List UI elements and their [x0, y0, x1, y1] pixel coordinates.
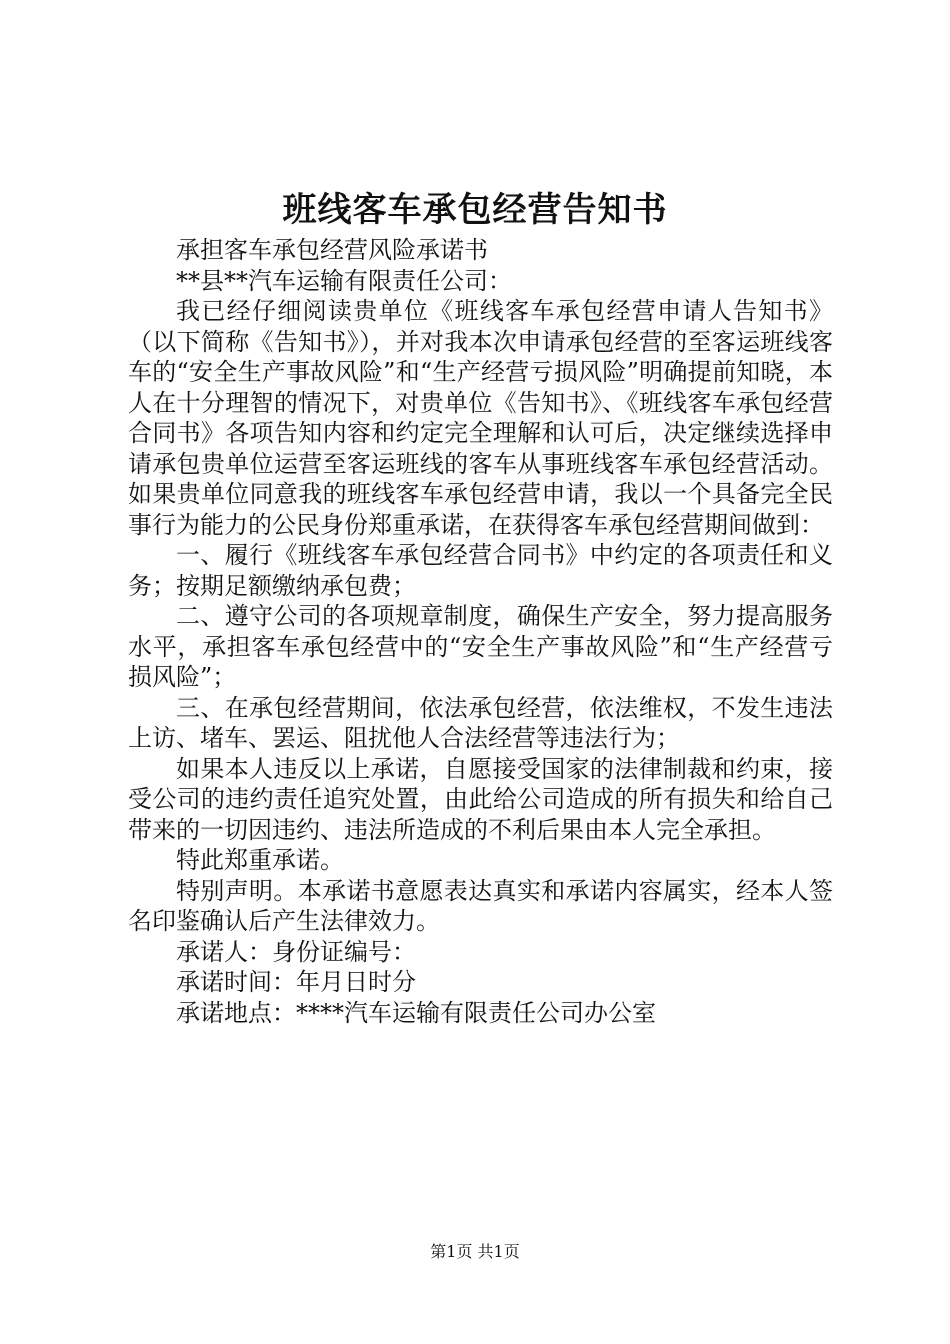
commitment-item-1: 一、履行《班线客车承包经营合同书》中约定的各项责任和义务；按期足额缴纳承包费；	[128, 541, 833, 600]
commitment-item-2: 二、遵守公司的各项规章制度，确保生产安全，努力提高服务水平，承担客车承包经营中的“安全生产事故风险”和“生产经营亏损风险”；	[128, 602, 833, 691]
commitment-item-3: 三、在承包经营期间，依法承包经营，依法维权，不发生违法上访、堵车、罢运、阻扰他人合法经营等违法行为；	[128, 693, 833, 752]
breach-paragraph: 如果本人违反以上承诺，自愿接受国家的法律制裁和约束，接受公司的违约责任追究处置，由此给公司造成的所有损失和给自己带来的一切因违约、违法所造成的不利后果由本人完全承担。	[128, 754, 833, 844]
page-title: 班线客车承包经营告知书	[282, 190, 668, 230]
intro-paragraph: 我已经仔细阅读贵单位《班线客车承包经营申请人告知书》（以下简称《告知书》），并对我本次申请承包经营的至客运班线客车的“安全生产事故风险”和“生产经营亏损风险”明确提前知晓，本人在十分理智的情况下，对贵单位《告知书》、《班线客车承包经营合同书》各项告知内容和约定完全理解和认可后，决定继续选择申请承包贵单位运营至客运班线的客车从事班线客车承包经营活动。如果贵单位同意我的班线客车承包经营申请，我以一个具备完全民事行为能力的公民身份郑重承诺，在获得客车承包经营期间做到：	[128, 297, 833, 539]
promise-location-line: 承诺地点：****汽车运输有限责任公司办公室	[176, 998, 656, 1027]
document-body	[128, 235, 833, 1028]
solemn-promise-paragraph: 特此郑重承诺。	[176, 846, 344, 874]
promise-time-line: 承诺时间：年月日时分	[176, 968, 416, 996]
page-footer: 第1页 共1页	[430, 1242, 520, 1261]
special-statement-paragraph: 特别声明。本承诺书意愿表达真实和承诺内容属实，经本人签名印鉴确认后产生法律效力。	[128, 876, 833, 935]
addressee-paragraph: **县**汽车运输有限责任公司：	[176, 266, 512, 295]
subtitle-paragraph: 承担客车承包经营风险承诺书	[176, 236, 488, 264]
promisor-line: 承诺人：身份证编号：	[176, 937, 416, 966]
